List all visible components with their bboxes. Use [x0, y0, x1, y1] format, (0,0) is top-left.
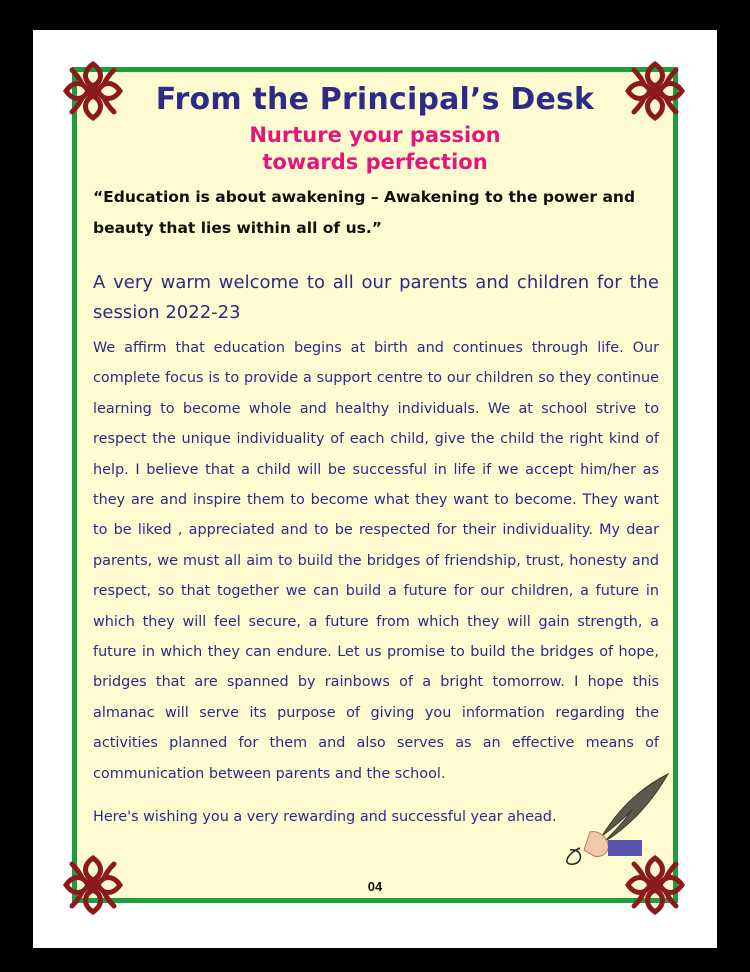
page-title: From the Principal’s Desk — [155, 82, 595, 117]
opening-quote: “Education is about awakening – Awakening to the power and beauty that lies within all of us.” — [93, 188, 636, 237]
corner-ornament-icon — [58, 850, 128, 920]
quill-pen-icon — [560, 770, 675, 870]
message-body: We affirm that education begins at birth and continues through life. Our complete focus is to provide a support centre to our children so they continue learning to become whole and healthy individuals. We at school strive to respect the unique individuality of each child, give the child the right kind of help. I believe that a child will be successful in life if we accept him/her as they are and inspire them to become what they want to become. They want to be liked , appreciated and to be respected for their individuality. My dear parents, we must all aim to build the bridges of friendship, trust, honesty and respect, so that together we can build a future for our children, a future in which they will feel secure, a future from which they will gain strength, a future in which they can endure. Let us promise to build the bridges of hope, bridges that are spanned by rainbows of a bright tomorrow. I hope this almanac will serve its purpose of giving you information regarding the activities planned for them and also serves as an effective means of communication between parents and the school. — [93, 340, 659, 782]
subtitle-line-2: towards perfection — [262, 150, 488, 174]
welcome-text: A very warm welcome to all our parents and children for the session 2022-23 — [93, 272, 659, 323]
subtitle-line-1: Nurture your passion — [249, 123, 501, 147]
page-number: 04 — [367, 879, 383, 894]
closing-line: Here's wishing you a very rewarding and successful year ahead. — [93, 809, 557, 825]
